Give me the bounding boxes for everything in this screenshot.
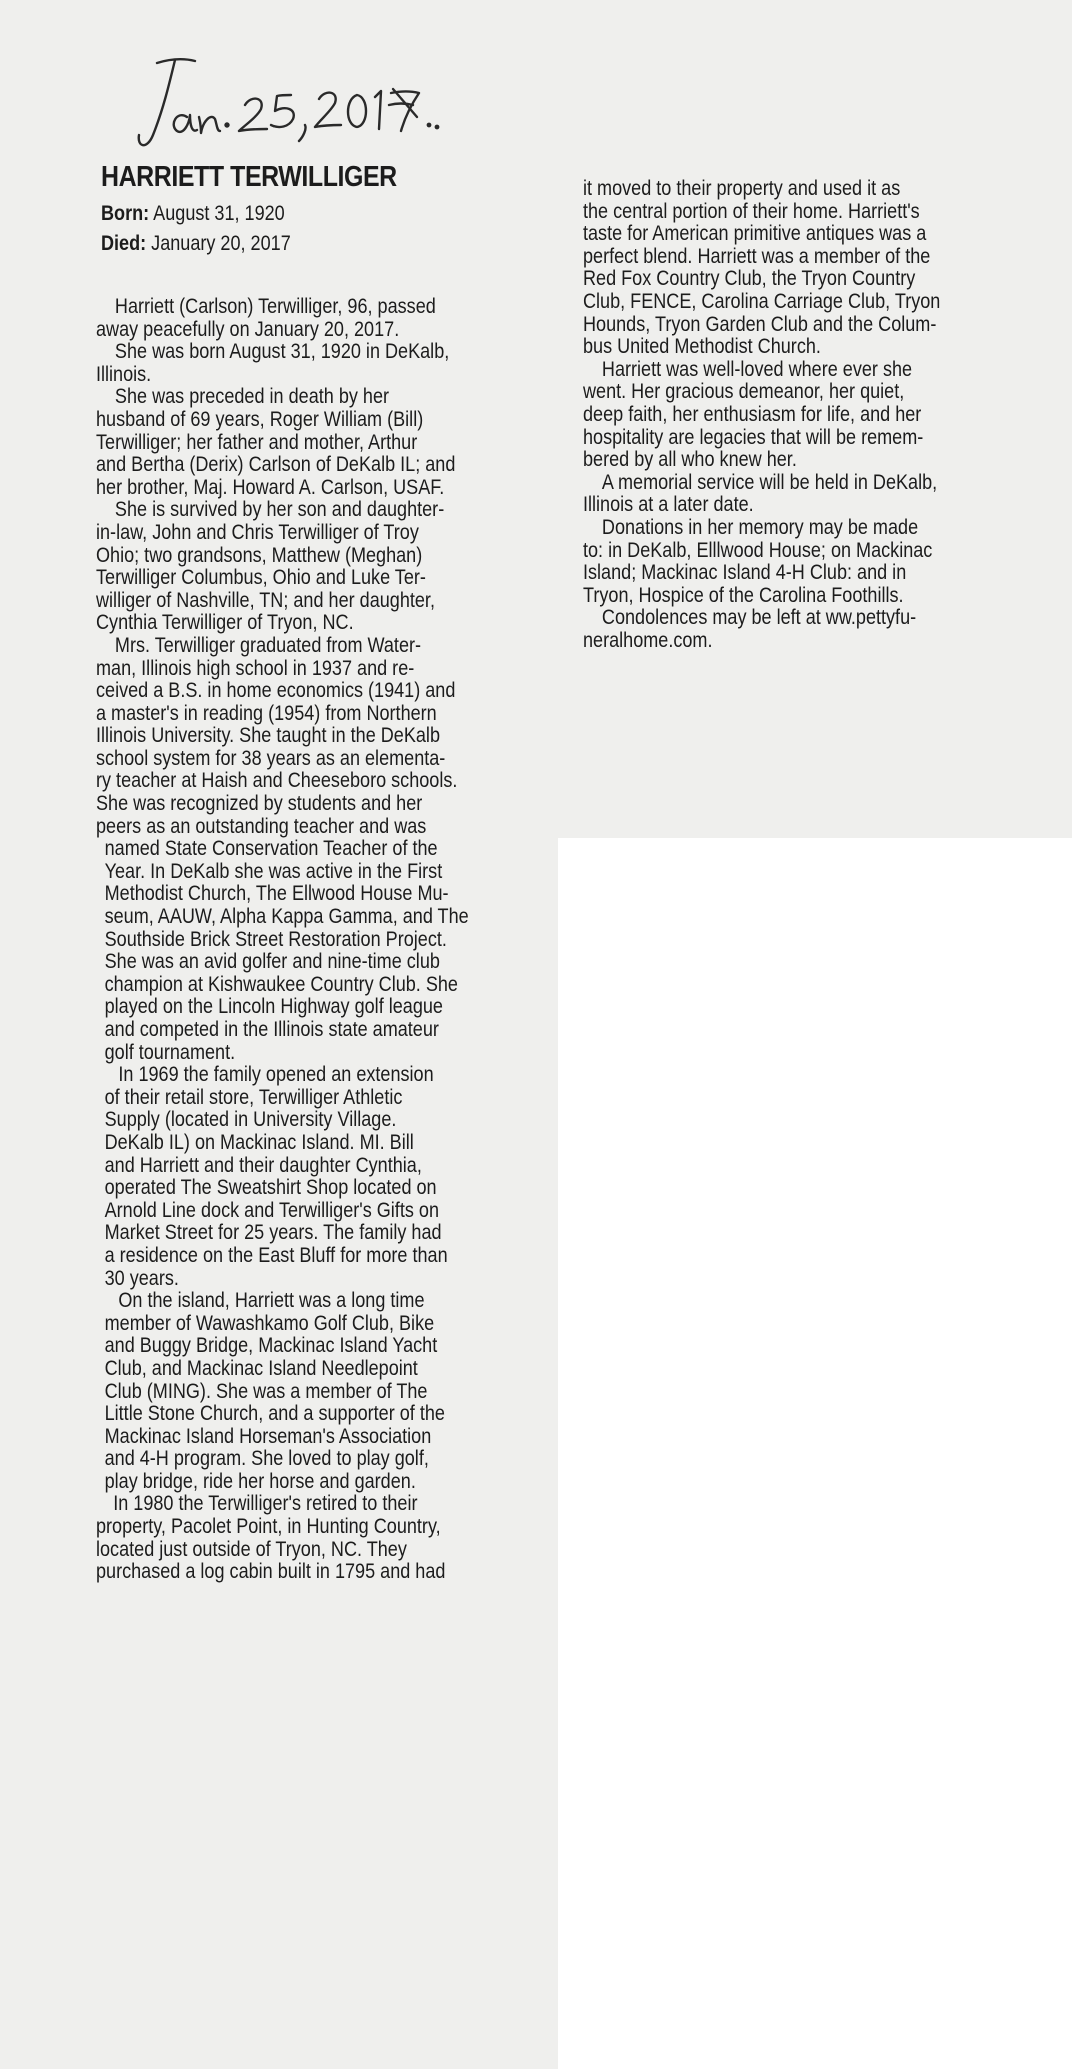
text-line: Condolences may be left at ww.pettyfu- [601,606,917,630]
text-line: named State Conservation Teacher of the [104,837,438,861]
text-line: ry teacher at Haish and Cheeseboro schools. [96,769,458,793]
text-line: Club, and Mackinac Island Needlepoint [104,1356,418,1380]
died-line [101,233,445,254]
text-line: Methodist Church, The Ellwood House Mu- [104,882,449,906]
text-line: and 4-H program. She loved to play golf, [104,1447,429,1471]
text-line: Year. In DeKalb she was active in the First [104,859,443,883]
text-line: Hounds, Tryon Garden Club and the Colum- [583,312,937,336]
text-line: champion at Kishwaukee Country Club. She [104,972,458,996]
text-line: Illinois. [96,362,152,386]
text-line: golf tournament. [104,1040,236,1064]
text-line: play bridge, ride her horse and garden. [104,1469,416,1493]
text-line: property, Pacolet Point, in Hunting Country, [96,1515,441,1539]
text-line: Illinois University. She taught in the DeKalb [96,724,440,748]
text-line: She was preceded in death by her [114,385,390,409]
text-line: Harriett was well-loved where ever she [601,357,913,381]
text-line: Southside Brick Street Restoration Project. [104,927,447,951]
text-line: ceived a B.S. in home economics (1941) and [96,679,456,703]
text-line: hospitality are legacies that will be remem- [583,425,924,449]
text-line: a master's in reading (1954) from Northern [96,701,437,725]
obituary-left-column [96,296,561,1584]
text-line: to: in DeKalb, Elllwood House; on Mackinac [583,538,933,562]
text-line: She was born August 31, 1920 in DeKalb, [114,340,450,364]
text-line: Club (MING). She was a member of The [104,1379,428,1403]
text-line: a residence on the East Bluff for more than [104,1243,448,1267]
text-line: In 1980 the Terwilliger's retired to their [113,1492,418,1516]
text-line: DeKalb IL) on Mackinac Island. MI. Bill [104,1130,414,1154]
handwritten-date-signature [135,55,465,160]
text-line: 30 years. [104,1266,179,1290]
text-line: williger of Nashville, TN; and her daughter, [96,588,435,612]
text-line: of their retail store, Terwilliger Athletic [104,1085,403,1109]
text-line: She was an avid golfer and nine-time club [104,950,440,974]
text-line: A memorial service will be held in DeKalb, [601,470,938,494]
text-line: and Harriett and their daughter Cynthia, [104,1153,422,1177]
text-line: neralhome.com. [583,628,713,652]
text-line: and competed in the Illinois state amateur [104,1018,439,1041]
text-line: located just outside of Tryon, NC. They [96,1537,407,1561]
text-line: Tryon, Hospice of the Carolina Foothills. [583,583,904,607]
text-line: and Buggy Bridge, Mackinac Island Yacht [104,1334,438,1358]
text-line: purchased a log cabin built in 1795 and had [96,1560,446,1584]
text-line: On the island, Harriett was a long time [118,1289,425,1313]
text-line: She is survived by her son and daughter- [114,498,445,522]
text-line: Cynthia Terwilliger of Tryon, NC. [96,611,354,635]
text-line: bus United Methodist Church. [583,335,821,359]
text-line: Island; Mackinac Island 4-H Club: and in [583,561,907,585]
text-line: school system for 38 years as an elementa- [96,746,446,770]
died-value: January 20, 2017 [146,232,291,255]
born-line [101,203,445,224]
text-line: seum, AAUW, Alpha Kappa Gamma, and The [104,905,469,929]
died-label: Died: [101,232,147,255]
text-line: operated The Sweatshirt Shop located on [104,1176,437,1200]
text-line: her brother, Maj. Howard A. Carlson, USAF. [96,475,445,499]
text-line: Mackinac Island Horseman's Association [104,1424,432,1448]
obituary-name-headline: HARRIETT TERWILLIGER [101,161,397,193]
text-line: husband of 69 years, Roger William (Bill) [96,407,424,431]
text-line: Terwilliger Columbus, Ohio and Luke Ter- [96,566,426,590]
born-value: August 31, 1920 [149,202,285,225]
born-label: Born: [101,202,150,225]
text-line: member of Wawashkamo Golf Club, Bike [104,1311,435,1335]
text-line: Red Fox Country Club, the Tryon Country [583,267,916,291]
text-line: it moved to their property and used it as [583,177,901,200]
text-line: bered by all who knew her. [583,448,797,472]
text-line: Market Street for 25 years. The family had [104,1221,442,1245]
text-line: Supply (located in University Village. [104,1108,397,1132]
text-line: taste for American primitive antiques was a [583,222,927,246]
text-line: and Bertha (Derix) Carlson of DeKalb IL; and [96,453,456,477]
text-line: Club, FENCE, Carolina Carriage Club, Tryon [583,289,941,313]
text-line: deep faith, her enthusiasm for life, and her [583,402,922,426]
text-line: went. Her gracious demeanor, her quiet, [583,380,905,404]
obituary-right-column [583,178,1048,652]
text-line: Little Stone Church, and a supporter of the [104,1402,445,1426]
text-line: Terwilliger; her father and mother, Arthur [96,430,418,454]
text-line: Illinois at a later date. [583,493,754,517]
text-line: in-law, John and Chris Terwilliger of Troy [96,520,419,544]
text-line: She was recognized by students and her [96,792,423,816]
text-line: the central portion of their home. Harriett's [583,199,920,223]
text-line: peers as an outstanding teacher and was [96,814,427,838]
text-line: away peacefully on January 20, 2017. [96,317,400,341]
text-line: Ohio; two grandsons, Matthew (Meghan) [96,543,423,567]
text-line: Donations in her memory may be made [601,515,919,539]
text-line: Mrs. Terwilliger graduated from Water- [114,633,422,657]
text-line: In 1969 the family opened an extension [118,1063,434,1087]
text-line: perfect blend. Harriett was a member of the [583,244,931,268]
text-line: man, Illinois high school in 1937 and re- [96,656,415,680]
text-line: Harriett (Carlson) Terwilliger, 96, passed [114,295,436,318]
text-line: played on the Lincoln Highway golf league [104,995,443,1019]
text-line: Arnold Line dock and Terwilliger's Gifts on [104,1198,439,1222]
